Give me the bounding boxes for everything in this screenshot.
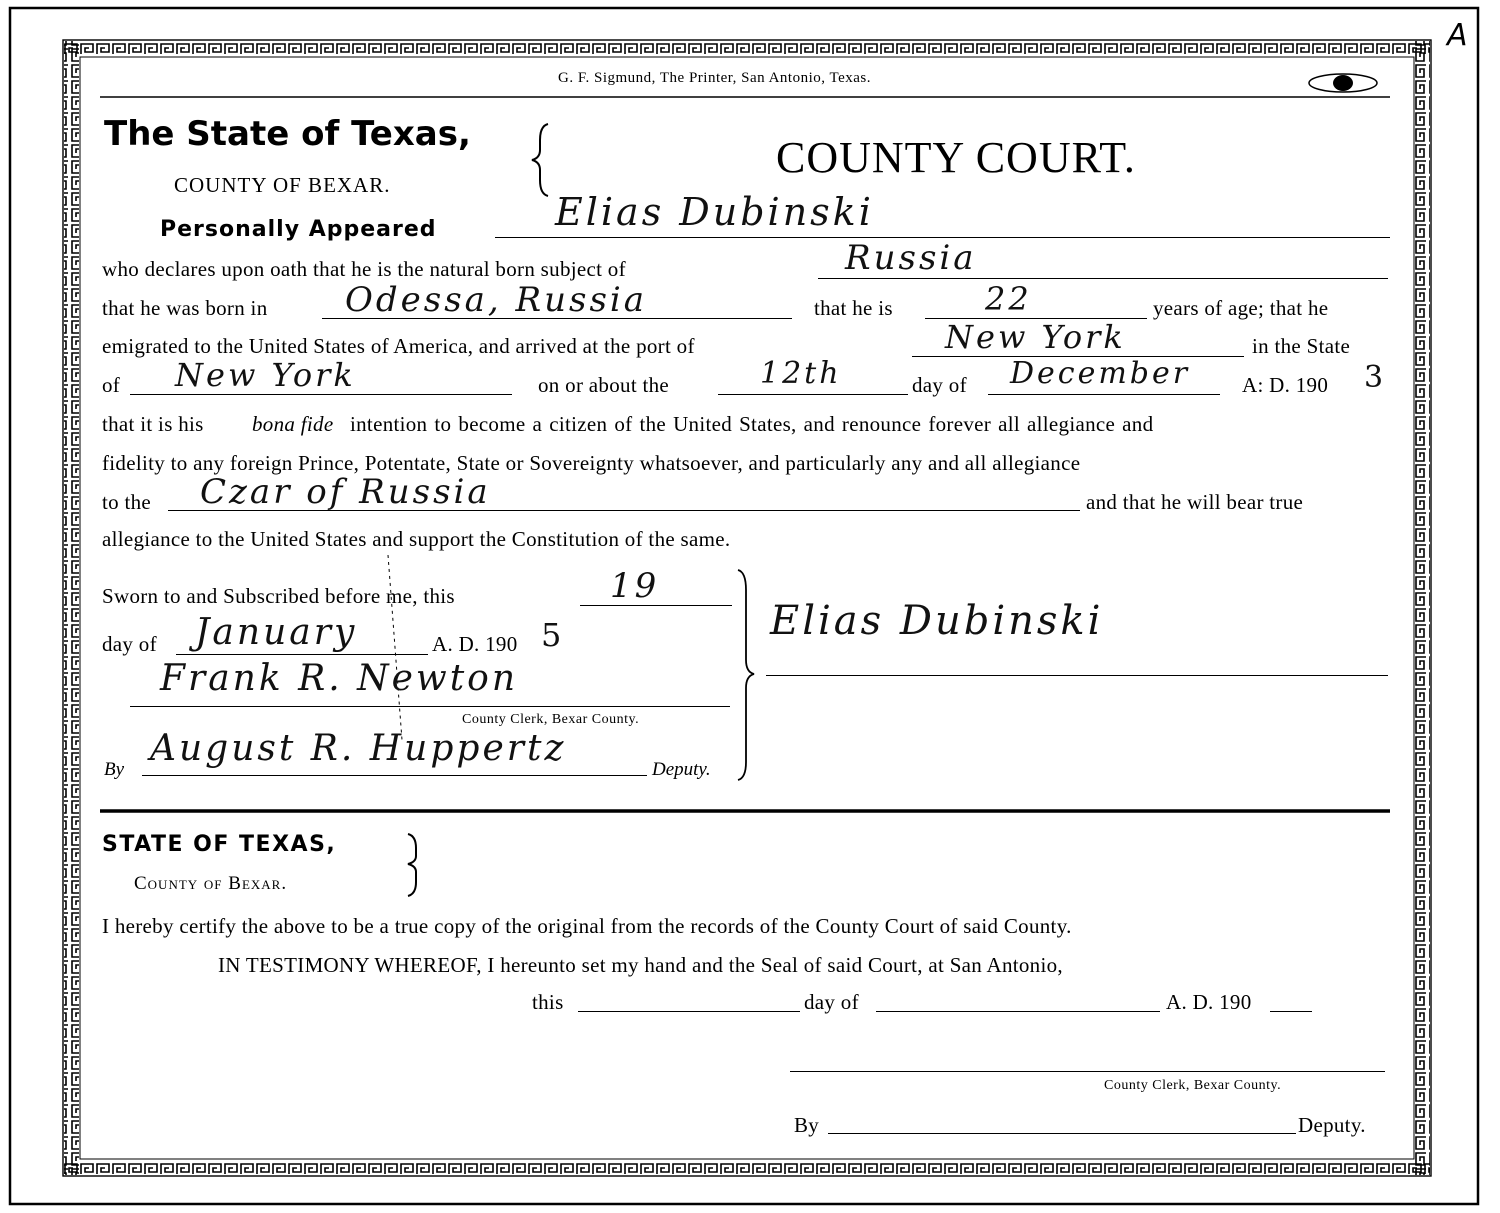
certificate-deputy-line <box>828 1133 1296 1134</box>
of-label: of <box>102 373 121 397</box>
by-label: By <box>104 759 125 780</box>
certificate-county: County of Bexar. <box>134 873 288 894</box>
applicant-name: Elias Dubinski <box>555 190 874 234</box>
sworn-text: Sworn to and Subscribed before me, this <box>102 584 455 608</box>
state-line <box>130 394 512 395</box>
fidelity-text: fidelity to any foreign Prince, Potentate, State or Sovereignty whatsoever, and particularly any and all allegiance <box>102 451 1081 475</box>
support-text: allegiance to the United States and support the Constitution of the same. <box>102 527 731 551</box>
ad-label-2: A. D. 190 <box>432 632 518 656</box>
clerk-signature: Frank R. Newton <box>160 658 519 699</box>
intention-text-b: intention to become a citizen of the United States, and renounce forever all allegiance and <box>350 412 1154 436</box>
born-in-label: that he was born in <box>102 296 268 320</box>
emigrated-text: emigrated to the United States of America, and arrived at the port of <box>102 334 695 358</box>
county-clerk-caption: County Clerk, Bexar County. <box>462 712 640 727</box>
certificate-year-line <box>1270 1011 1312 1012</box>
sworn-day-value: 19 <box>610 566 660 606</box>
intention-text-a: that it is his <box>102 412 204 436</box>
bear-true-text: and that he will bear true <box>1086 490 1304 514</box>
on-about-label: on or about the <box>538 373 670 397</box>
arrival-month-value: December <box>1010 356 1191 391</box>
certificate-clerk-line <box>790 1071 1385 1072</box>
port-value: New York <box>945 318 1126 356</box>
certificate-day-of-label: day of <box>804 990 859 1014</box>
day-of-label-2: day of <box>102 632 157 656</box>
certificate-deputy-label: Deputy. <box>1298 1113 1366 1137</box>
arrival-day-line <box>718 394 908 395</box>
sworn-month-value: January <box>195 612 358 653</box>
in-state-label: in the State <box>1252 334 1351 358</box>
state-value: New York <box>175 356 356 394</box>
certificate-by-label: By <box>794 1113 820 1137</box>
printer-imprint: G. F. Sigmund, The Printer, San Antonio, Texas. <box>558 70 872 86</box>
court-title: COUNTY COURT. <box>776 133 1136 182</box>
sovereign-value: Czar of Russia <box>200 472 491 512</box>
day-of-label: day of <box>912 373 967 397</box>
certificate-month-line <box>876 1011 1160 1012</box>
applicant-signature: Elias Dubinski <box>770 598 1104 644</box>
deputy-signature: August R. Huppertz <box>150 728 567 769</box>
to-the-label: to the <box>102 490 152 514</box>
certificate-this-label: this <box>532 990 564 1014</box>
bona-fide: bona fide <box>252 412 334 436</box>
birthplace-value: Odessa, Russia <box>345 280 648 320</box>
state-title: The State of Texas, <box>104 114 471 154</box>
years-age-label: years of age; that he <box>1153 296 1329 320</box>
testimony-text: IN TESTIMONY WHEREOF, I hereunto set my hand and the Seal of said Court, at San Antonio, <box>218 953 1063 977</box>
certificate-day-line <box>578 1011 800 1012</box>
country-value: Russia <box>845 238 977 278</box>
arrival-year-digit: 3 <box>1364 360 1387 395</box>
deputy-line <box>142 775 647 776</box>
that-he-is-label: that he is <box>814 296 893 320</box>
personally-appeared-label: Personally Appeared <box>160 217 437 242</box>
certificate-county-clerk: County Clerk, Bexar County. <box>1104 1078 1282 1093</box>
arrival-month-line <box>988 394 1220 395</box>
corner-mark: A <box>1447 18 1468 53</box>
sworn-year-digit: 5 <box>541 616 565 654</box>
sworn-month-line <box>176 654 428 655</box>
deputy-label: Deputy. <box>652 759 711 780</box>
country-line <box>818 278 1388 279</box>
certify-text: I hereby certify the above to be a true copy of the original from the records of the County Court of said County. <box>102 914 1072 938</box>
applicant-signature-line <box>766 675 1388 676</box>
declares-text: who declares upon oath that he is the natural born subject of <box>102 257 626 281</box>
certificate-ad-label: A. D. 190 <box>1166 990 1252 1014</box>
clerk-line <box>130 706 730 707</box>
county-heading: COUNTY OF BEXAR. <box>174 173 391 197</box>
ad-label: A: D. 190 <box>1242 373 1329 397</box>
arrival-day-value: 12th <box>760 356 842 391</box>
certificate-state: STATE OF TEXAS, <box>102 832 337 857</box>
age-value: 22 <box>985 280 1032 318</box>
